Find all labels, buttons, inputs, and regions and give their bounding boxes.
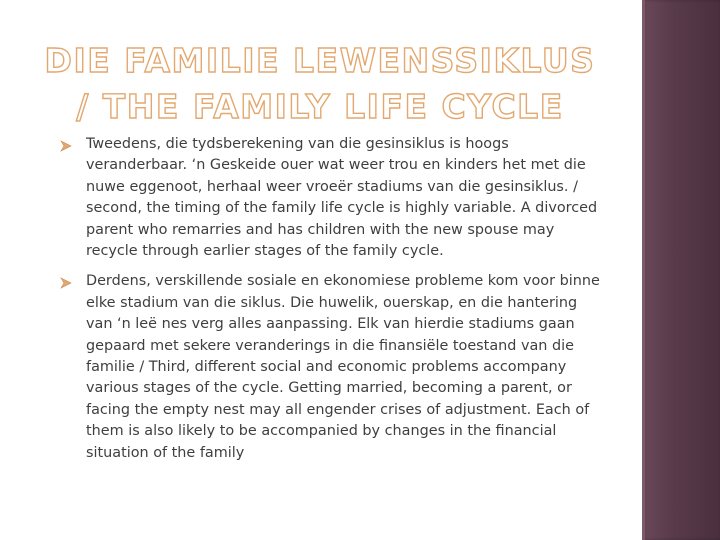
- slide-title: DIE FAMILIE LEWENSSIKLUS / THE FAMILY LIFE CYCLE: [44, 41, 596, 126]
- bullet-list: [60, 134, 605, 473]
- arrowhead-bullet-icon: [60, 277, 72, 289]
- arrowhead-bullet-icon: [60, 140, 72, 152]
- bullet-item: [60, 271, 605, 464]
- decorative-side-bar: [642, 0, 720, 540]
- bullet-text: Tweedens, die tydsberekening van die gesinsiklus is hoogs veranderbaar. ‘n Geskeide ouer wat weer trou en kinders het met die nuwe eggenoot, herhaal weer vroeër stadiums van die gesinsiklus. / second, the timing of the family life cycle is highly variable. A divorced parent who remarries and has children with the new spouse may recycle through earlier stages of the family cycle.: [86, 136, 598, 260]
- bullet-item: [60, 134, 605, 262]
- bullet-text: Derdens, verskillende sosiale en ekonomiese probleme kom voor binne elke stadium van die siklus. Die huwelik, ouerskap, en die hantering van ‘n leë nes verg alles aanpassing. Elk van hierdie stadiums gaan gepaard met sekere veranderings in die finansiële toestand van die familie / Third, different social and economic problems accompany various stages of the cycle. Getting married, becoming a parent, or facing the empty nest may all engender crises of adjustment. Each of them is also likely to be accompanied by changes in the financial situation of the family: [86, 273, 600, 461]
